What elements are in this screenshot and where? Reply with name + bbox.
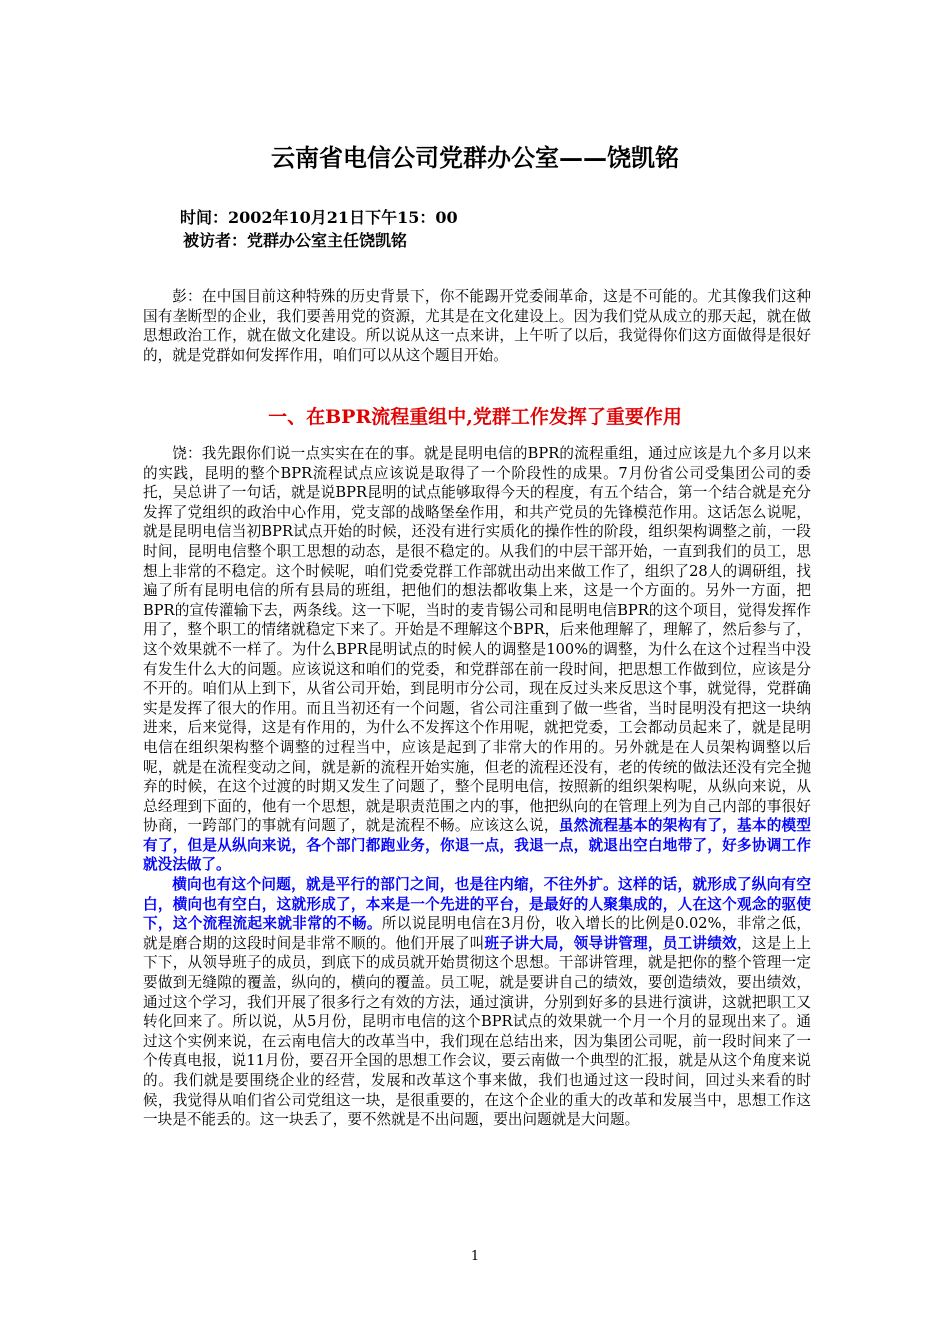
paragraph-1 bbox=[143, 444, 811, 875]
page-number: 1 bbox=[470, 1249, 480, 1264]
paragraph-2-text-b: ，这是上上下下，从领导班子的成员，到底下的成员就开始贯彻这个思想。干部讲管理，就是把你的整个管理一定要做到无缝隙的覆盖，纵向的，横向的覆盖。员工呢，就是要讲自己的绩效，要创造绩效，要出绩效，通过这个学习，我们开展了很多行之有效的方法，通过演讲，分别到好多的县进行演讲，这就把职工又转化回来了。所以说，从5月份，昆明市电信的这个BPR试点的效果就一个月一个月的显现出来了。通过这个实例来说，在云南电信大的改革当中，我们现在总结出来，因为集团公司呢，前一段时间来了一个传真电报，说11月份，要召开全国的思想工作会议，要云南做一个典型的汇报，就是从这个角度来说的。我们就是要围绕企业的经营，发展和改革这个事来做，我们也通过这一段时间，回过头来看的时候，我觉得从咱们省公司党组这一块，是很重要的，在这个企业的重大的改革和发展当中，思想工作这一块是不能丢的。这一块丢了，要不然就是不出问题，要出问题就是大问题。 bbox=[143, 934, 811, 1129]
intro-paragraph bbox=[143, 287, 811, 365]
intro-text: 彭：在中国目前这种特殊的历史背景下，你不能踢开党委闹革命，这是不可能的。尤其像我们这种国有垄断型的企业，我们要善用党的资源，尤其是在文化建设上。因为我们党从成立的那天起，就在做思想政治工作，就在做文化建设。所以说从这一点来讲，上午听了以后，我觉得你们这方面做得是很好的，就是党群如何发挥作用，咱们可以从这个题目开始。 bbox=[143, 288, 811, 364]
paragraph-2-text-a: 所以说昆明电信在3月份，收入增长的比例是0.02%，非常之低，就是磨合期的这段时间是非常不顺的。他们开展了叫 bbox=[143, 915, 811, 952]
page-title: 云南省电信公司党群办公室——饶凯铭 bbox=[271, 143, 679, 172]
interviewee: 被访者：党群办公室主任饶凯铭 bbox=[183, 231, 408, 250]
paragraph-2-emphasis: 横向也有这个问题，就是平行的部门之间，也是往内缩，不往外扩。这样的话，就形成了纵向有空白，横向也有空白，这就形成了，本来是一个先进的平台，是最好的人聚集成的，人在这个观念的驱使下，这个流程流起来就非常的不畅。 bbox=[143, 876, 811, 933]
paragraph-1-emphasis: 虽然流程基本的架构有了，基本的模型有了，但是从纵向来说，各个部门都跑业务，你退一点，我退一点，就退出空白地带了，好多协调工作就没法做了。 bbox=[143, 817, 811, 874]
paragraph-1-text: 饶：我先跟你们说一点实实在在的事。就是昆明电信的BPR的流程重组，通过应该是九个多月以来的实践，昆明的整个BPR流程试点应该说是取得了一个阶段性的成果。7月份省公司受集团公司的委托，吴总讲了一句话，就是说BPR昆明的试点能够取得今天的程度，有五个结合，第一个结合就是充分发挥了党组织的政治中心作用，党支部的战略堡垒作用，和共产党员的先锋模范作用。这话怎么说呢，就是昆明电信当初BPR试点开始的时候，还没有进行实质化的操作性的阶段，组织架构调整之前，一段时间，昆明电信整个职工思想的动态，是很不稳定的。从我们的中层干部开始，一直到我们的员工，思想上非常的不稳定。这个时候呢，咱们党委党群工作部就出动出来做工作了，组织了28人的调研组，找遍了所有昆明电信的所有县局的班组，把他们的想法都收集上来，这是一个方面的。另外一方面，把BPR的宣传灌输下去，两条线。这一下呢，当时的麦肯锡公司和昆明电信BPR的这个项目，觉得发挥作用了，整个职工的情绪就稳定下来了。开始是不理解这个BPR，后来他理解了，理解了，然后参与了，这个效果就不一样了。为什么BPR昆明试点的时候人的调整是100%的调整，为什么在这个过程当中没有发生什么大的问题。应该说这和咱们的党委，和党群部在前一段时间，把思想工作做到位，应该是分不开的。咱们从上到下，从省公司开始，到昆明市分公司，现在反过头来反思这个事，就觉得，党群确实是发挥了很大的作用。而且当初还有一个问题，省公司注重到了做一些省，当时昆明没有把这一块纳进来，后来觉得，这是有作用的，为什么不发挥这个作用呢，就把党委，工会都动员起来了，就是昆明电信在组织架构整个调整的过程当中，应该是起到了非常大的作用的。另外就是在人员架构调整以后呢，就是在流程变动之间，就是新的流程开始实施，但老的流程还没有，老的传统的做法还没有完全抛弃的时候，在这个过渡的时期又发生了问题了，整个昆明电信，按照新的组织架构呢，从纵向来说，从总经理到下面的，他有一个思想，就是职责范围之内的事，他把纵向的在管理上列为自己内部的事很好协商，一跨部门的事就有问题了，就是流程不畅。应该这么说， bbox=[143, 445, 811, 835]
paragraph-2-slogan: 班子讲大局，领导讲管理，员工讲绩效 bbox=[484, 934, 737, 952]
interview-time: 时间：2002年10月21日下午15：00 bbox=[180, 208, 458, 227]
paragraph-2 bbox=[143, 875, 811, 1130]
section-heading: 一、在BPR流程重组中,党群工作发挥了重要作用 bbox=[268, 406, 682, 428]
main-body bbox=[143, 444, 811, 1130]
